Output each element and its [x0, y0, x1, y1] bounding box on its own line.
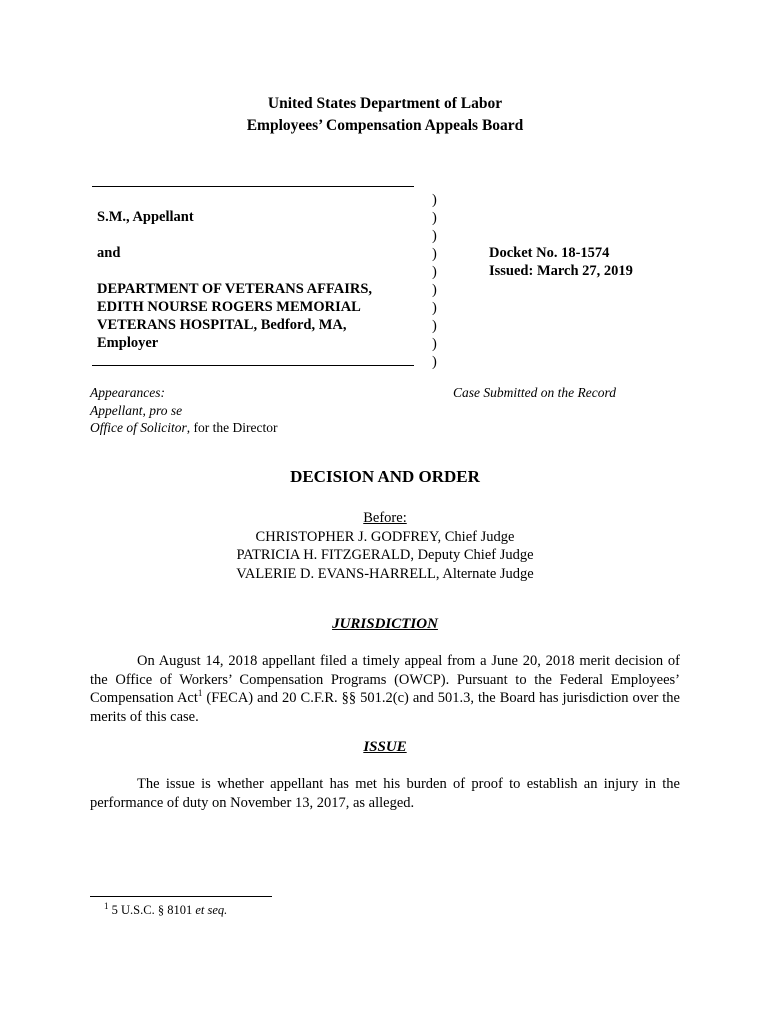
issue-paragraph: The issue is whether appellant has met his burden of proof to establish an injury in the performance of duty on November 13, 2017, as alleged.: [90, 776, 680, 811]
solicitor-appearance-rep: , for the Director: [186, 420, 278, 435]
paren: ): [432, 192, 437, 208]
panel-block: [0, 509, 770, 583]
appellant-appearance: [90, 402, 277, 420]
jurisdiction-heading: JURISDICTION: [332, 616, 438, 632]
paren: ): [432, 228, 437, 244]
jurisdiction-text-continued: (FECA) and 20 C.F.R. §§ 501.2(c) and 501.3, the Board has jurisdiction over the merits of this case.: [90, 690, 680, 725]
footnote: [104, 900, 228, 918]
judge-line: PATRICIA H. FITZGERALD, Deputy Chief Judge: [236, 547, 534, 563]
paren: ): [432, 282, 437, 298]
judge-line: VALERIE D. EVANS-HARRELL, Alternate Judge: [236, 565, 534, 582]
paren: ): [432, 354, 437, 370]
caption-top-rule: [92, 186, 414, 187]
employer-line: VETERANS HOSPITAL, Bedford, MA,: [97, 317, 347, 333]
appearances-block: [90, 384, 277, 437]
paren: ): [432, 300, 437, 316]
appearances-label: Appearances:: [90, 385, 165, 400]
solicitor-appearance: [90, 419, 277, 437]
footnote-text: 5 U.S.C. § 8101: [108, 903, 196, 917]
employer-block: [97, 280, 372, 352]
employer-line: Employer: [97, 335, 159, 351]
jurisdiction-paragraph: [90, 652, 680, 726]
caption-parentheses: [432, 191, 437, 371]
agency-name: United States Department of Labor: [267, 95, 503, 112]
footnote-reference: 1: [197, 688, 203, 699]
board-name: Employees’ Compensation Appeals Board: [246, 117, 524, 134]
and-conjunction: and: [97, 245, 121, 261]
docket-number: Docket No. 18-1574: [489, 245, 610, 261]
decision-title: DECISION AND ORDER: [290, 467, 480, 486]
before-label: Before:: [363, 510, 407, 526]
appellant-appearance-name: Appellant: [90, 402, 143, 418]
paren: ): [432, 210, 437, 226]
footnote-mark: 1: [104, 900, 109, 911]
paren: ): [432, 246, 437, 262]
solicitor-appearance-name: Office of Solicitor: [90, 420, 187, 435]
case-submitted-note: Case Submitted on the Record: [453, 385, 616, 400]
appellant-appearance-rep: , pro se: [142, 402, 183, 418]
issue-heading: ISSUE: [363, 739, 407, 755]
jurisdiction-text: On August 14, 2018 appellant filed a timely appeal from a June 20, 2018 merit decision of the Office of Workers’ Compensation Programs (OWCP). Pursuant to the Federal Employees’ Compensation Act: [90, 653, 680, 706]
judge-line: CHRISTOPHER J. GODFREY, Chief Judge: [255, 528, 515, 545]
paren: ): [432, 264, 437, 280]
caption-bottom-rule: [92, 365, 414, 366]
footnote-separator: [90, 896, 272, 897]
employer-line: DEPARTMENT OF VETERANS AFFAIRS,: [97, 281, 373, 297]
employer-line: EDITH NOURSE ROGERS MEMORIAL: [97, 299, 361, 315]
paren: ): [432, 318, 437, 334]
appellant-name: S.M., Appellant: [97, 209, 194, 225]
footnote-italic: et seq.: [195, 903, 228, 917]
paren: ): [432, 336, 437, 352]
issued-date: Issued: March 27, 2019: [489, 263, 633, 279]
